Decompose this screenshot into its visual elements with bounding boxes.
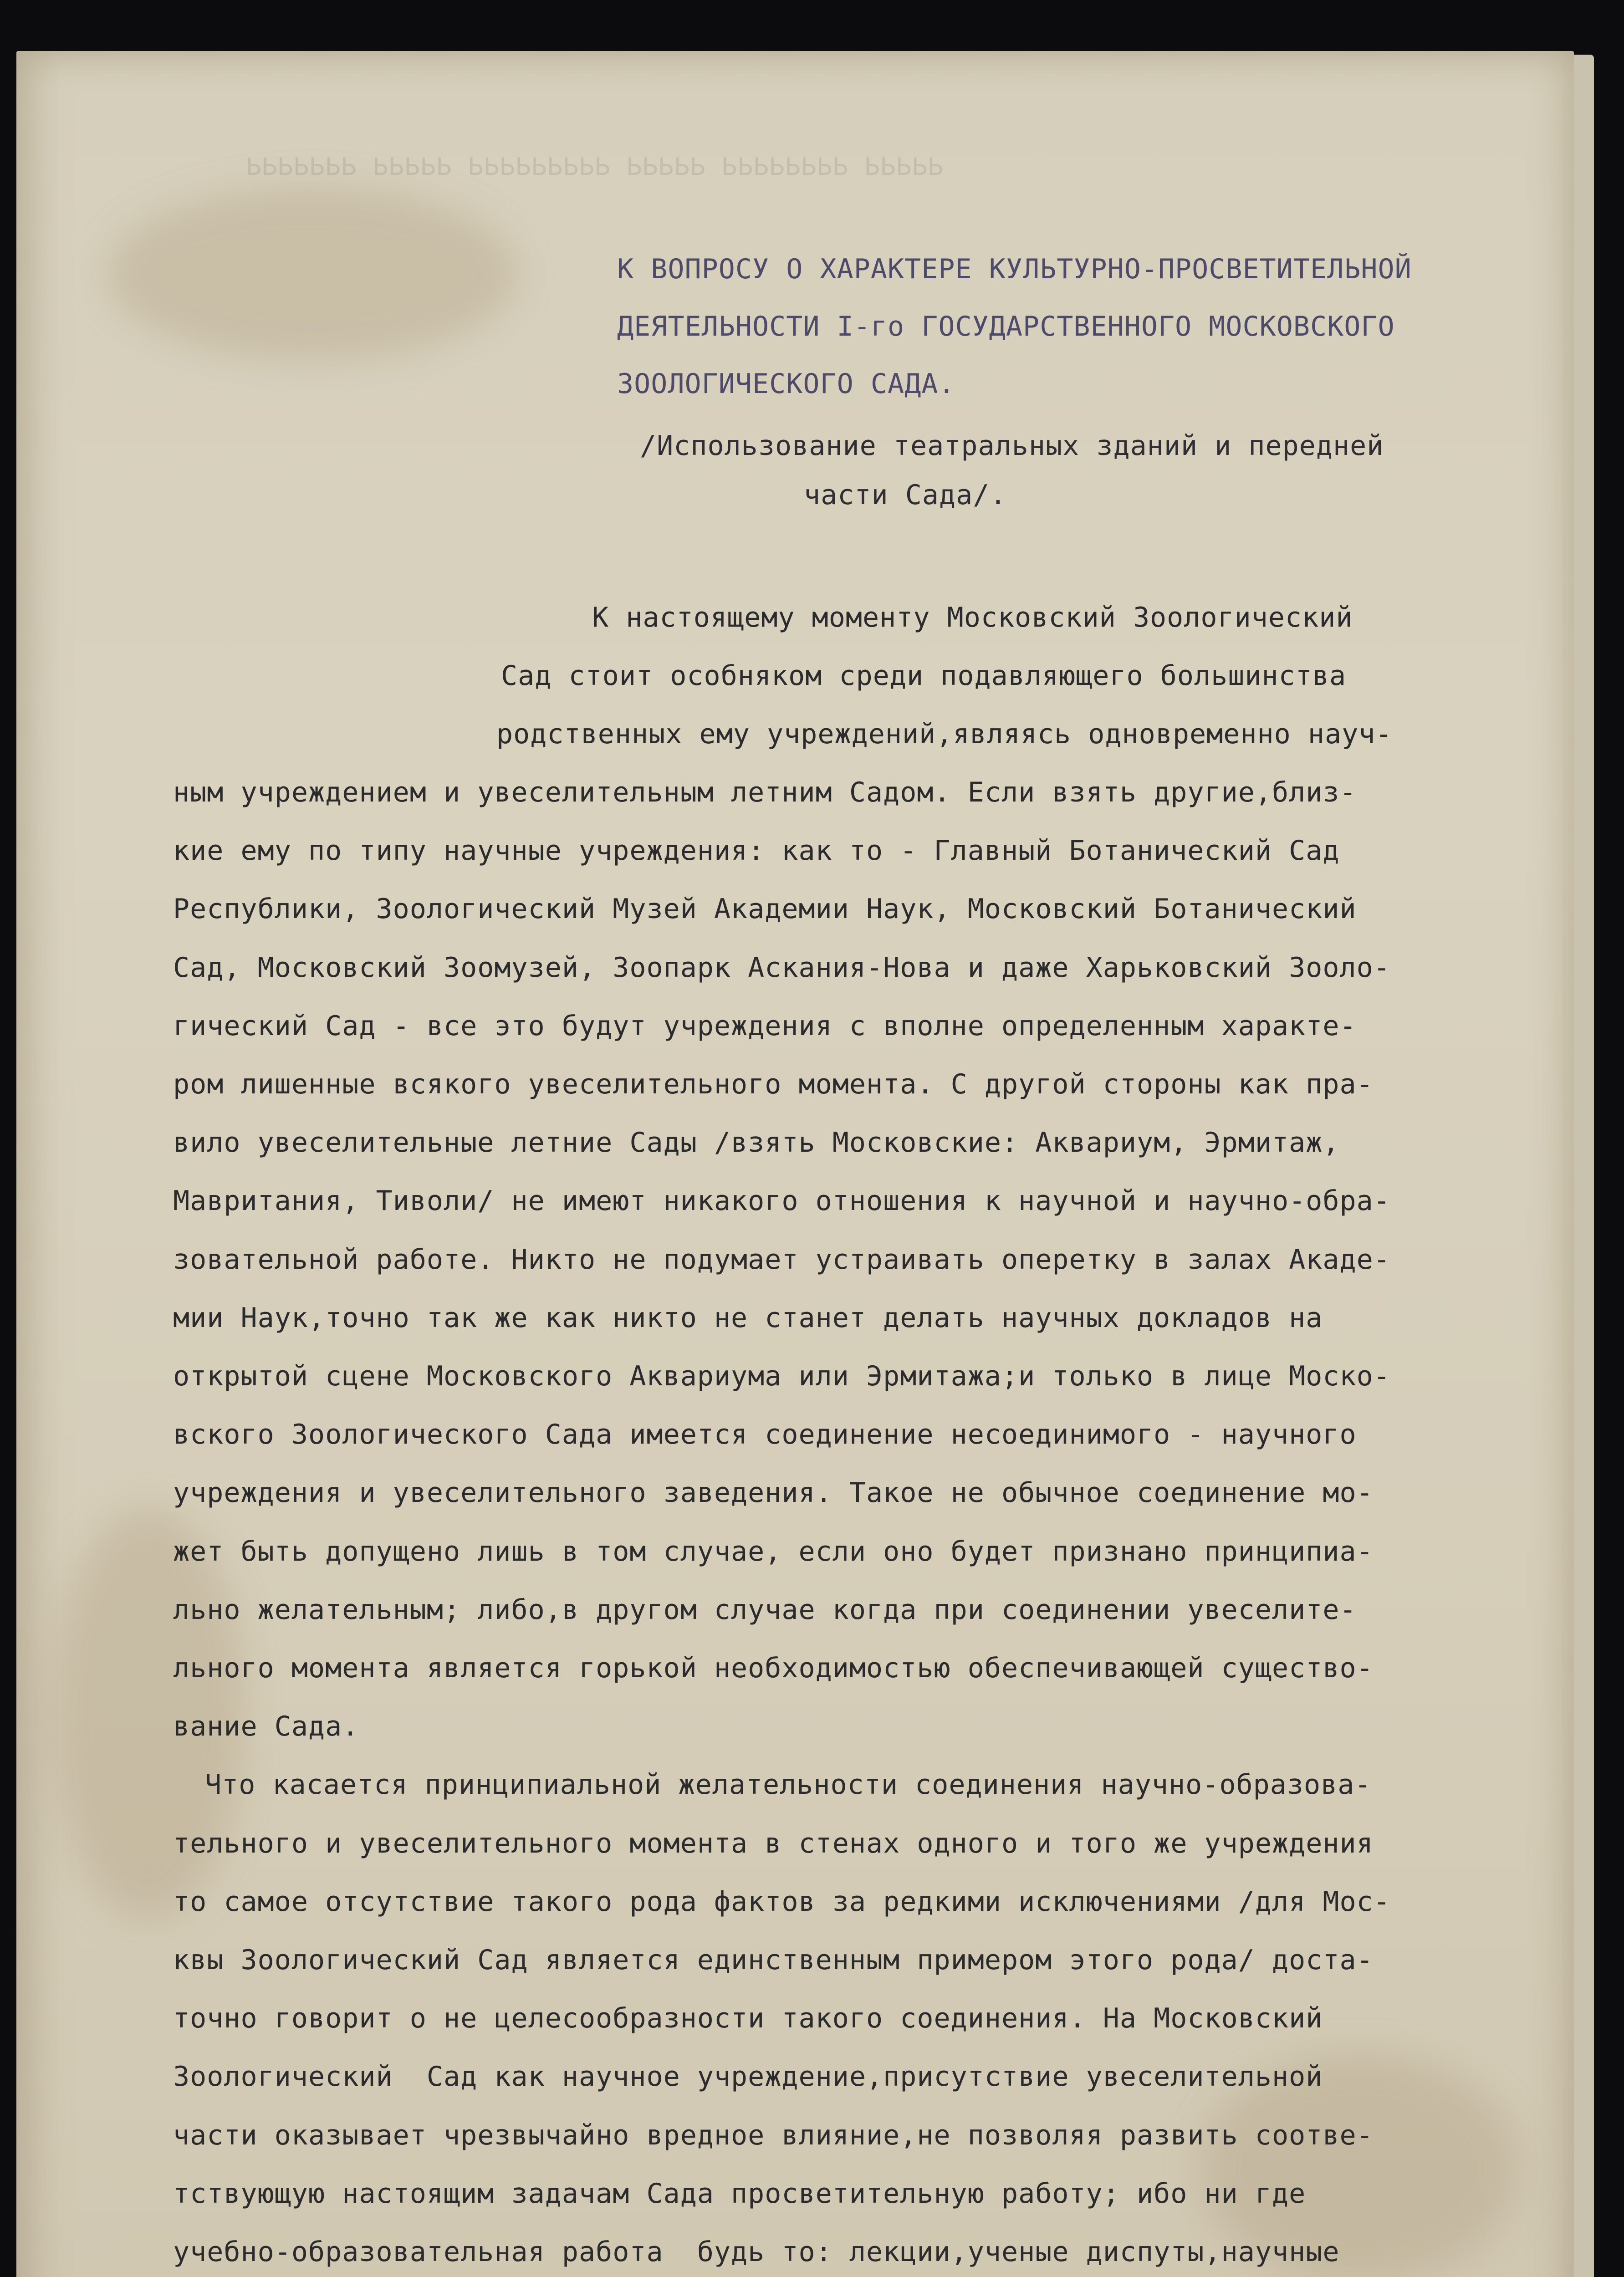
text-line: то самое отсутствие такого рода фактов за редкими исключениями /для Мос- bbox=[173, 1885, 1390, 1918]
text-line: вского Зоологического Сада имеется соединение несоединимого - научного bbox=[173, 1419, 1357, 1451]
text-line: зовательной работе. Никто не подумает устраивать оперетку в залах Акаде- bbox=[173, 1243, 1390, 1276]
text-line: части оказывает чрезвычайно вредное влияние,не позволяя развить соотве- bbox=[173, 2119, 1374, 2151]
text-line: Сад, Московский Зоомузей, Зоопарк Аскания-Нова и даже Харьковский Зооло- bbox=[173, 951, 1390, 984]
text-line: Зоологический Сад как научное учреждение,присутствие увеселительной bbox=[173, 2061, 1323, 2093]
text-line: кие ему по типу научные учреждения: как то - Главный Ботанический Сад bbox=[173, 835, 1340, 867]
text-line: учебно-образовательная работа будь то: лекции,ученые диспуты,научные bbox=[173, 2236, 1340, 2268]
subtitle-line: /Использование театральных зданий и передней bbox=[640, 430, 1384, 462]
text-line: тельного и увеселительного момента в стенах одного и того же учреждения bbox=[173, 1827, 1374, 1859]
text-line: вило увеселительные летние Сады /взять Московские: Аквариум, Эрмитаж, bbox=[173, 1127, 1340, 1159]
text-line: родственных ему учреждений,являясь одновременно науч- bbox=[496, 718, 1393, 750]
text-line: учреждения и увеселительного заведения. Такое не обычное соединение мо- bbox=[173, 1477, 1374, 1509]
title-line: К ВОПРОСУ О ХАРАКТЕРЕ КУЛЬТУРНО-ПРОСВЕТИТЕЛЬНОЙ bbox=[617, 253, 1412, 285]
text-line: мии Наук,точно так же как никто не станет делать научных докладов на bbox=[173, 1302, 1323, 1334]
text-line: ным учреждением и увеселительным летним Садом. Если взять другие,близ- bbox=[173, 776, 1357, 808]
first-paragraph bbox=[173, 588, 1393, 763]
title-line: ЗООЛОГИЧЕСКОГО САДА. bbox=[617, 368, 955, 400]
document-title bbox=[617, 240, 1412, 413]
text-line: квы Зоологический Сад является единственным примером этого рода/ доста- bbox=[173, 1944, 1374, 1976]
text-line: вание Сада. bbox=[173, 1710, 359, 1743]
text-line: К настоящему моменту Московский Зоологический bbox=[592, 602, 1353, 633]
text-line: точно говорит о не целесообразности такого соединения. На Московский bbox=[173, 2002, 1323, 2035]
text-line: ром лишенные всякого увеселительного момента. С другой стороны как пра- bbox=[173, 1068, 1374, 1101]
text-line: Что касается принципиальной желательности соединения научно-образова- bbox=[205, 1769, 1372, 1801]
title-line: ДЕЯТЕЛЬНОСТИ I-го ГОСУДАРСТВЕННОГО МОСКОВСКОГО bbox=[617, 311, 1395, 342]
text-line: гический Сад - все это будут учреждения с вполне определенным характе- bbox=[173, 1010, 1357, 1042]
text-line: льного момента является горькой необходимостью обеспечивающей существо- bbox=[173, 1652, 1374, 1685]
body-text bbox=[173, 763, 1390, 2277]
document-subtitle bbox=[640, 421, 1384, 520]
text-line: открытой сцене Московского Аквариума или Эрмитажа;и только в лице Моско- bbox=[173, 1360, 1390, 1393]
show-through-text: ԀԀԀԀԀ ԀԀԀԀԀԀԀԀ ԀԀԀԀԀ ԀԀԀԀԀԀԀԀԀ ԀԀԀԀԀ ԀԀԀԀԀԀԀ bbox=[246, 150, 944, 181]
text-line: льно желательным; либо,в другом случае когда при соединении увеселите- bbox=[173, 1593, 1357, 1626]
text-line: тствующую настоящим задачам Сада просветительную работу; ибо ни где bbox=[173, 2177, 1306, 2210]
paper-stain bbox=[107, 188, 517, 361]
text-line: жет быть допущено лишь в том случае, если оно будет признано принципиа- bbox=[173, 1535, 1374, 1567]
text-line: Сад стоит особняком среди подавляющего большинства bbox=[501, 660, 1347, 692]
text-line: Республики, Зоологический Музей Академии Наук, Московский Ботанический bbox=[173, 893, 1357, 925]
text-line: Мавритания, Тиволи/ не имеют никакого отношения к научной и научно-обра- bbox=[173, 1185, 1390, 1217]
subtitle-line: части Сада/. bbox=[804, 479, 1007, 511]
